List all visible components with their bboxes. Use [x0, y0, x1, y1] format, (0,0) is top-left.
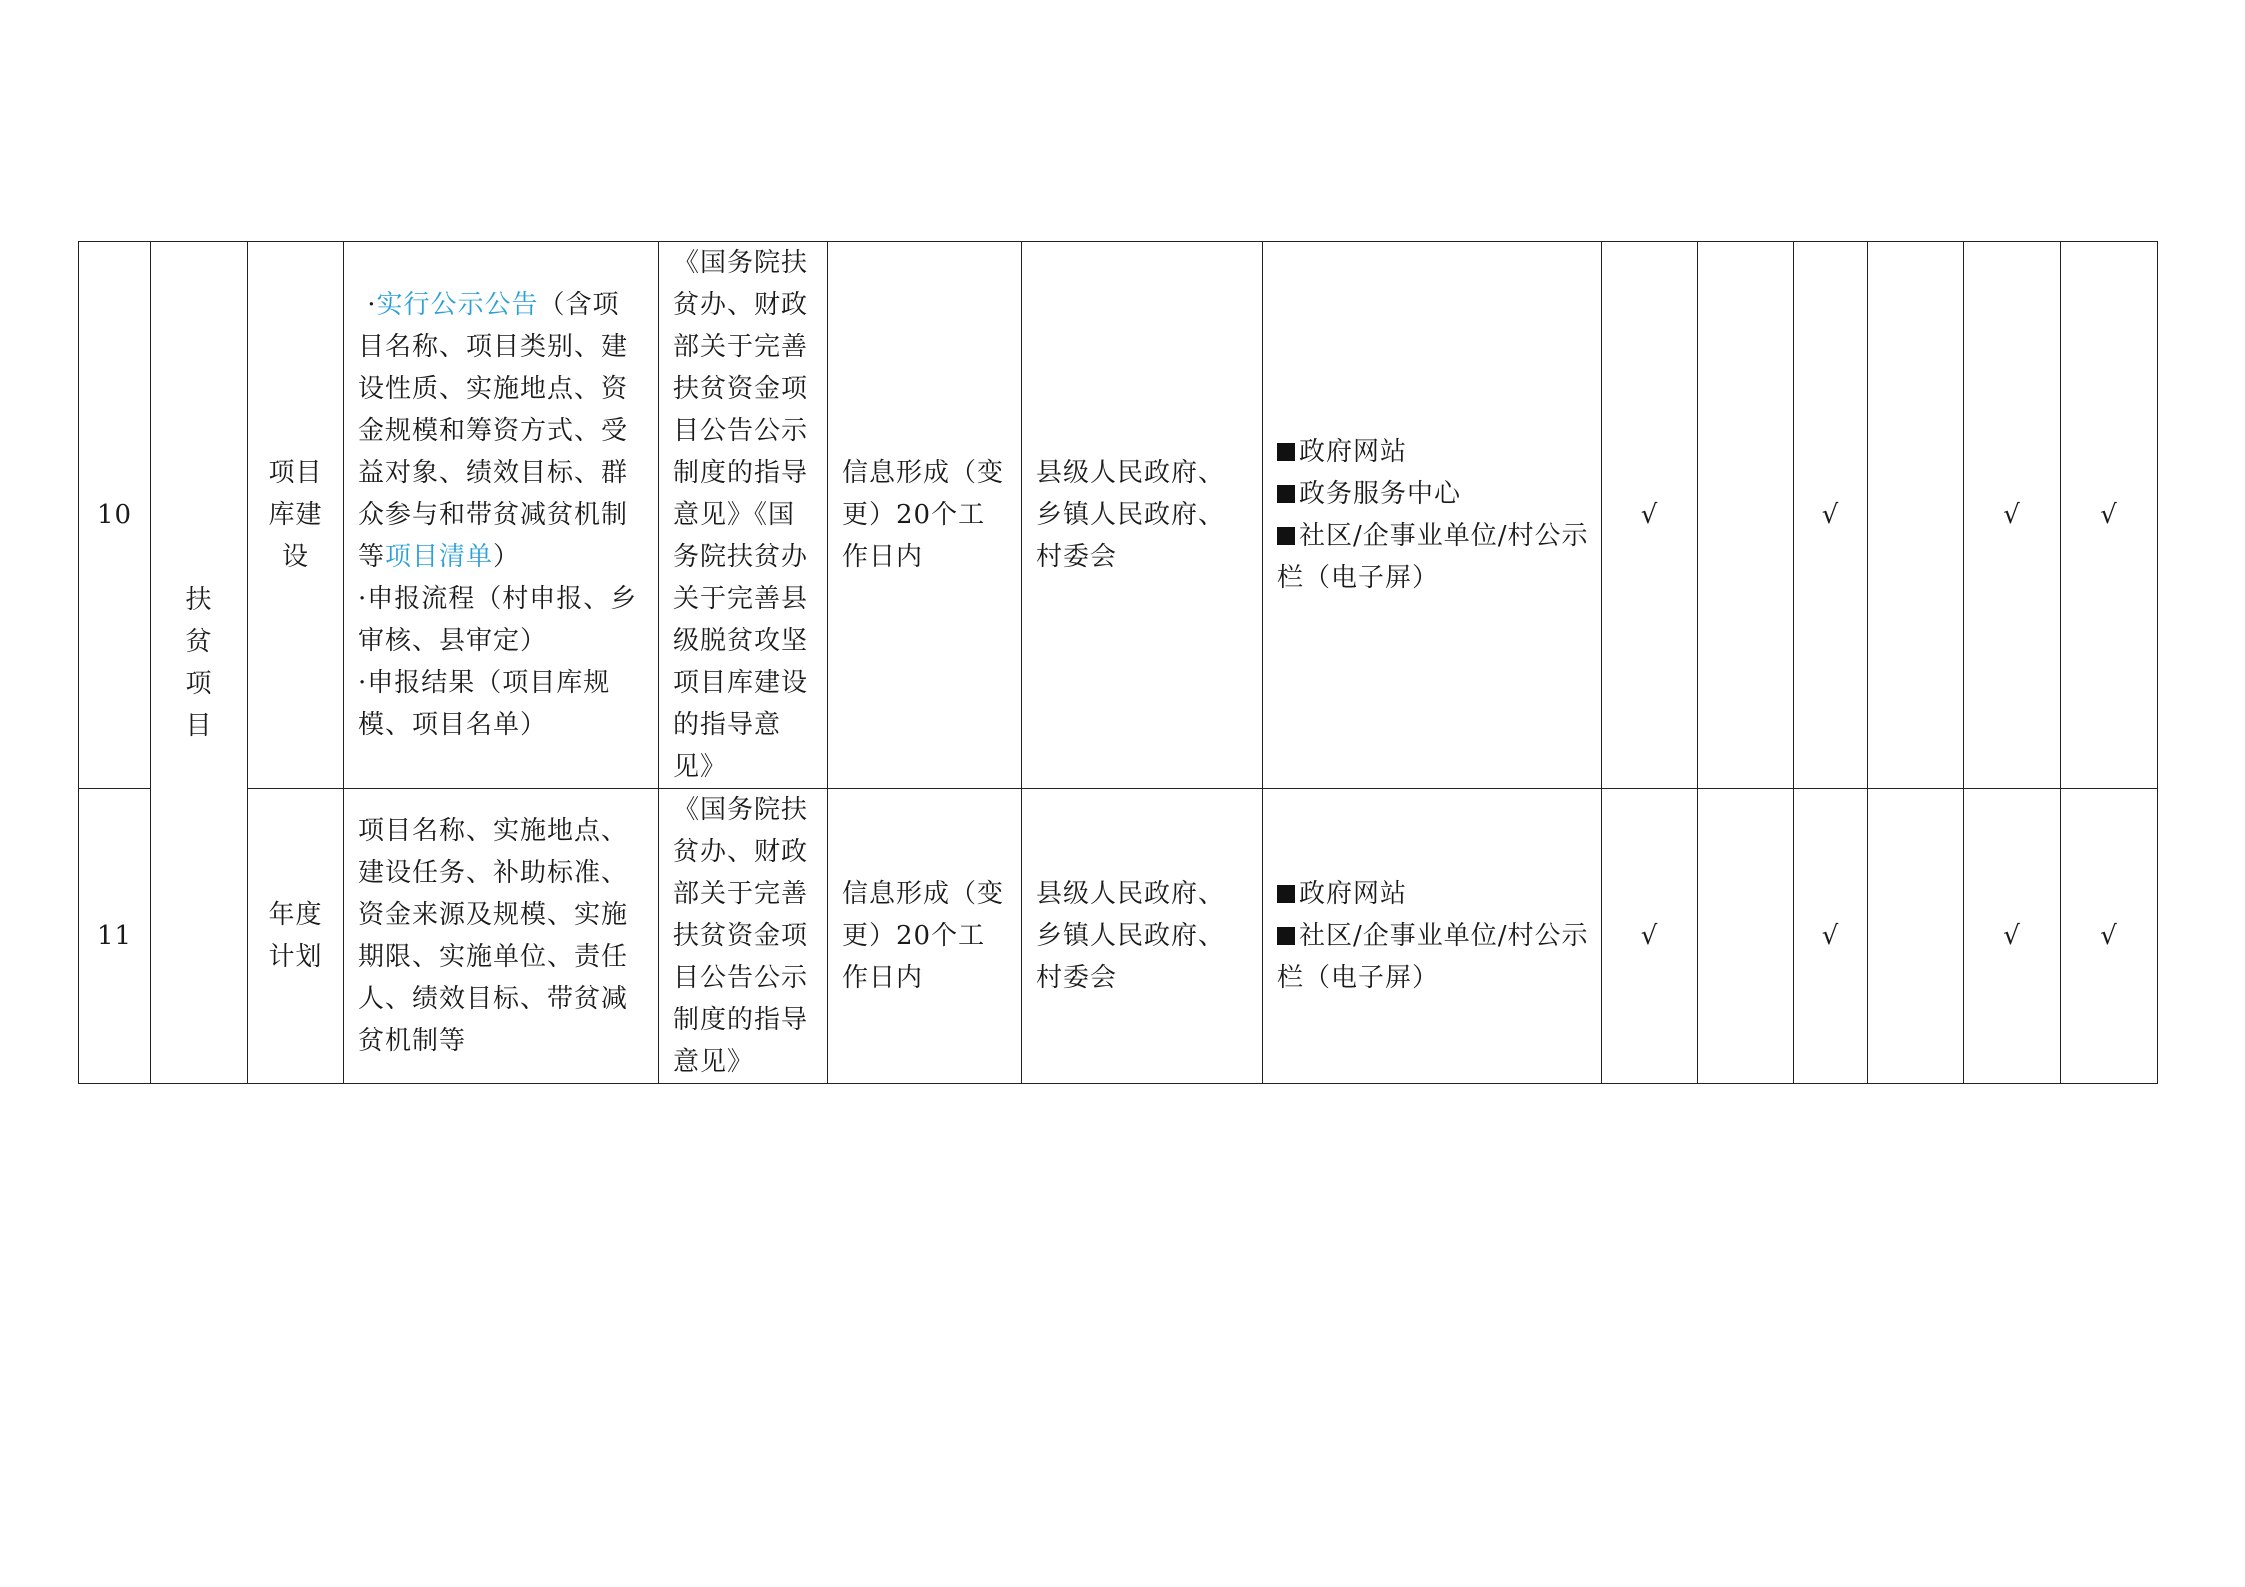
channel-item: [1277, 515, 1589, 599]
black-square-icon: [1277, 885, 1295, 903]
item-cell: [248, 242, 344, 789]
check-cell: √: [1964, 789, 2061, 1084]
subject-cell: 县级人民政府、乡镇人民政府、村委会: [1022, 789, 1263, 1084]
channel-item: [1277, 915, 1589, 999]
channels-cell: [1263, 789, 1602, 1084]
content-text: （含项目名称、项目类别、建设性质、实施地点、资金规模和筹资方式、受益对象、绩效目标、群众参与和带贫减贫机制等: [358, 290, 629, 572]
disclosure-table: [78, 241, 2158, 1084]
item-cell: [248, 789, 344, 1084]
row-number: 11: [79, 789, 151, 1084]
channel-item: [1277, 431, 1589, 473]
time-limit-cell: 信息形成（变更）20个工作日内: [828, 242, 1022, 789]
check-cell: [1868, 789, 1964, 1084]
item-label: 年度计划: [268, 900, 323, 972]
check-cell: √: [2061, 242, 2158, 789]
check-cell: √: [1794, 789, 1868, 1084]
category-cell: [151, 242, 248, 1084]
content-text-end: ）: [493, 542, 521, 572]
table-row: [79, 789, 2158, 1084]
public-notice-link[interactable]: 实行公示公告: [376, 290, 539, 320]
check-cell: √: [2061, 789, 2158, 1084]
channel-label: 政府网站: [1299, 437, 1408, 467]
row-number: 10: [79, 242, 151, 789]
time-limit-cell: 信息形成（变更）20个工作日内: [828, 789, 1022, 1084]
check-cell: [1698, 789, 1794, 1084]
channel-item: [1277, 473, 1589, 515]
basis-cell: 《国务院扶贫办、财政部关于完善扶贫资金项目公告公示制度的指导意见》《国务院扶贫办关于完善县级脱贫攻坚项目库建设的指导意见》: [659, 242, 828, 789]
black-square-icon: [1277, 443, 1295, 461]
channel-label: 社区/企事业单位/村公示栏（电子屏）: [1277, 921, 1589, 993]
content-cell: [344, 242, 659, 789]
black-square-icon: [1277, 927, 1295, 945]
check-cell: √: [1602, 789, 1698, 1084]
check-cell: √: [1602, 242, 1698, 789]
content-item-public-notice: [358, 284, 646, 578]
content-item-application-process: ·申报流程（村申报、乡审核、县审定）: [358, 584, 638, 656]
black-square-icon: [1277, 485, 1295, 503]
channel-item: [1277, 873, 1589, 915]
content-cell: 项目名称、实施地点、建设任务、补助标准、资金来源及规模、实施期限、实施单位、责任人、绩效目标、带贫减贫机制等: [344, 789, 659, 1084]
content-item-application-result: ·申报结果（项目库规模、项目名单）: [358, 668, 611, 740]
channel-label: 社区/企事业单位/村公示栏（电子屏）: [1277, 521, 1589, 593]
check-cell: √: [1794, 242, 1868, 789]
channel-label: 政府网站: [1299, 879, 1408, 909]
category-label: 扶贫项目: [185, 584, 213, 741]
project-list-link[interactable]: 项目清单: [385, 542, 494, 572]
item-label: 项目库建设: [268, 458, 323, 572]
black-square-icon: [1277, 527, 1295, 545]
bullet: ·: [367, 290, 377, 320]
check-cell: √: [1964, 242, 2061, 789]
channels-cell: [1263, 242, 1602, 789]
basis-cell: 《国务院扶贫办、财政部关于完善扶贫资金项目公告公示制度的指导意见》: [659, 789, 828, 1084]
channel-label: 政务服务中心: [1299, 479, 1462, 509]
check-cell: [1868, 242, 1964, 789]
check-cell: [1698, 242, 1794, 789]
table-row: [79, 242, 2158, 789]
subject-cell: 县级人民政府、乡镇人民政府、村委会: [1022, 242, 1263, 789]
